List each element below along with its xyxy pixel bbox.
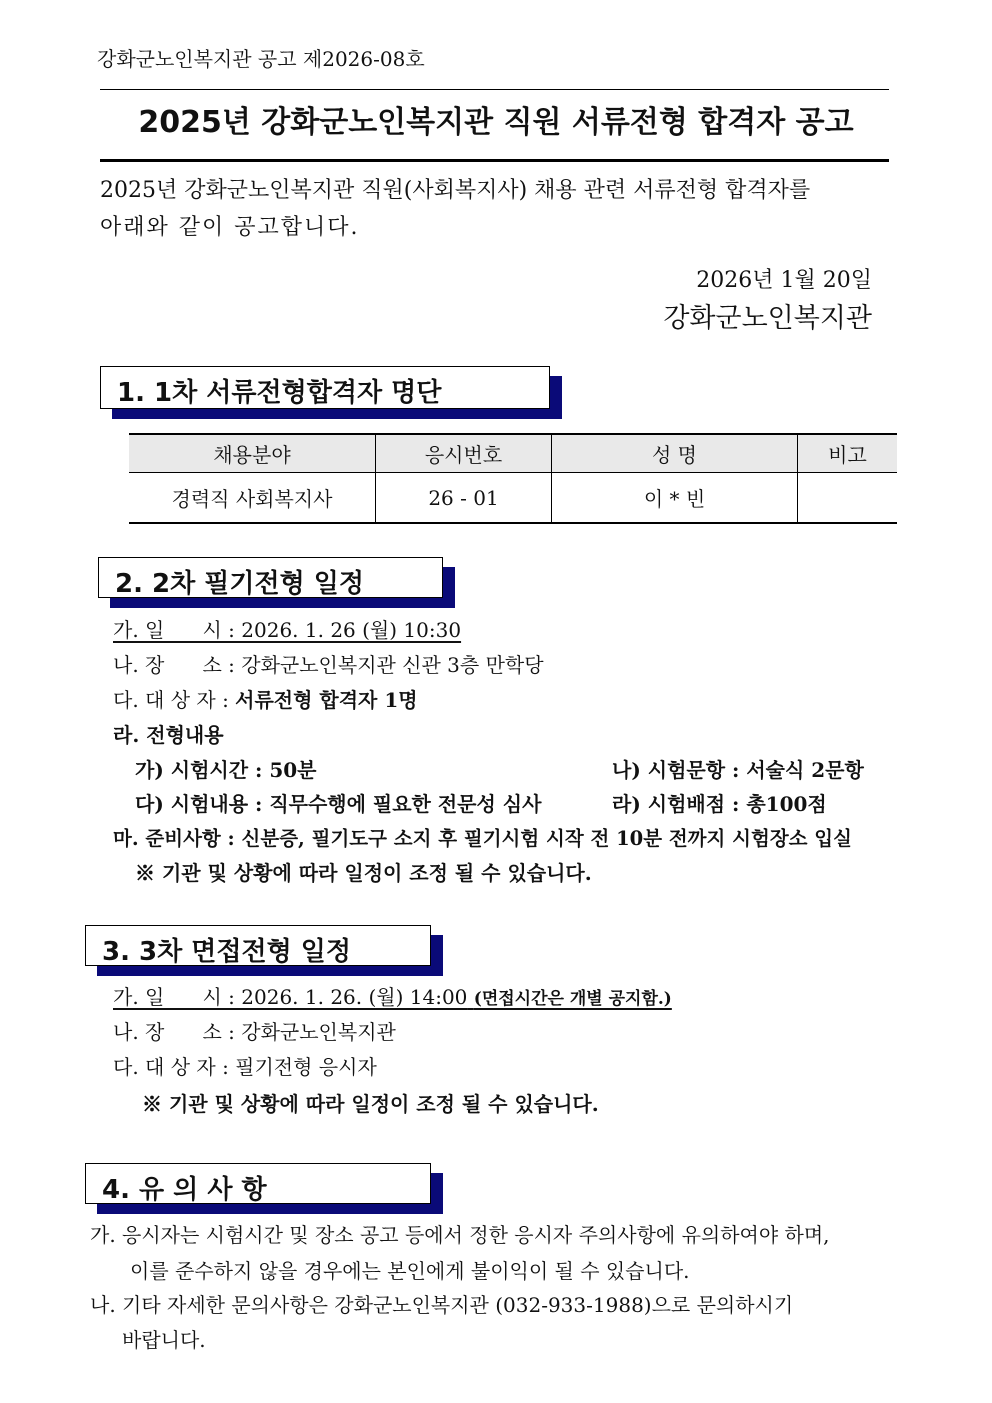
exam-score: 라) 시험배점 : 총100점 <box>612 792 827 816</box>
divider <box>100 89 889 90</box>
column-header: 채용분야 <box>129 434 376 473</box>
table-cell <box>798 473 898 524</box>
exam-content-label: 라. 전형내용 <box>113 723 224 747</box>
organization-name: 강화군노인복지관 <box>663 303 872 334</box>
table-cell: 경력직 사회복지사 <box>129 473 376 524</box>
section-heading-3: 3. 3차 면접전형 일정 <box>85 925 431 966</box>
caution-line: 바랍니다. <box>122 1328 206 1352</box>
pass-list-table <box>129 433 897 524</box>
written-exam-place: 나. 장 소 : 강화군노인복지관 신관 3층 만학당 <box>113 653 544 677</box>
column-header: 성 명 <box>552 434 798 473</box>
interview-target: 다. 대 상 자 : 필기전형 응시자 <box>113 1055 377 1079</box>
interview-place: 나. 장 소 : 강화군노인복지관 <box>113 1020 396 1044</box>
intro-line: 아래와 같이 공고합니다. <box>100 215 360 240</box>
column-header: 비고 <box>798 434 898 473</box>
exam-content: 다) 시험내용 : 직무수행에 필요한 전문성 심사 <box>135 792 542 816</box>
notice-date: 2026년 1월 20일 <box>696 268 872 293</box>
table-header-row <box>129 434 897 473</box>
intro-line: 2025년 강화군노인복지관 직원(사회복지사) 채용 관련 서류전형 합격자를 <box>100 178 811 203</box>
schedule-note: ※ 기관 및 상황에 따라 일정이 조정 될 수 있습니다. <box>142 1092 599 1116</box>
section-heading-4: 4. 유 의 사 항 <box>85 1163 431 1204</box>
written-exam-datetime: 가. 일 시 : 2026. 1. 26 (월) 10:30 <box>113 618 462 642</box>
caution-line: 이를 준수하지 않을 경우에는 본인에게 불이익이 될 수 있습니다. <box>130 1259 690 1283</box>
section-heading-1: 1. 1차 서류전형합격자 명단 <box>100 366 550 409</box>
section-heading-2: 2. 2차 필기전형 일정 <box>98 557 443 598</box>
exam-questions: 나) 시험문항 : 서술식 2문항 <box>612 758 864 782</box>
divider <box>100 159 889 162</box>
table-row <box>129 473 897 524</box>
schedule-note: ※ 기관 및 상황에 따라 일정이 조정 될 수 있습니다. <box>135 861 592 885</box>
table-cell: 이 * 빈 <box>552 473 798 524</box>
column-header: 응시번호 <box>376 434 552 473</box>
exam-duration: 가) 시험시간 : 50분 <box>135 758 317 782</box>
caution-line: 나. 기타 자세한 문의사항은 강화군노인복지관 (032-933-1988)으로 문의하시기 <box>90 1293 794 1317</box>
interview-datetime: 가. 일 시 : 2026. 1. 26. (월) 14:00 (면접시간은 개별 공지함.) <box>113 985 672 1009</box>
written-exam-target: 다. 대 상 자 : 서류전형 합격자 1명 <box>113 688 418 712</box>
notice-number: 강화군노인복지관 공고 제2026-08호 <box>97 47 425 71</box>
preparation: 마. 준비사항 : 신분증, 필기도구 소지 후 필기시험 시작 전 10분 전까지 시험장소 입실 <box>113 827 852 850</box>
target-value: 서류전형 합격자 1명 <box>235 688 418 712</box>
page-title: 2025년 강화군노인복지관 직원 서류전형 합격자 공고 <box>138 105 854 140</box>
caution-line: 가. 응시자는 시험시간 및 장소 공고 등에서 정한 응시자 주의사항에 유의하여야 하며, <box>90 1223 830 1247</box>
table-cell: 26 - 01 <box>376 473 552 524</box>
